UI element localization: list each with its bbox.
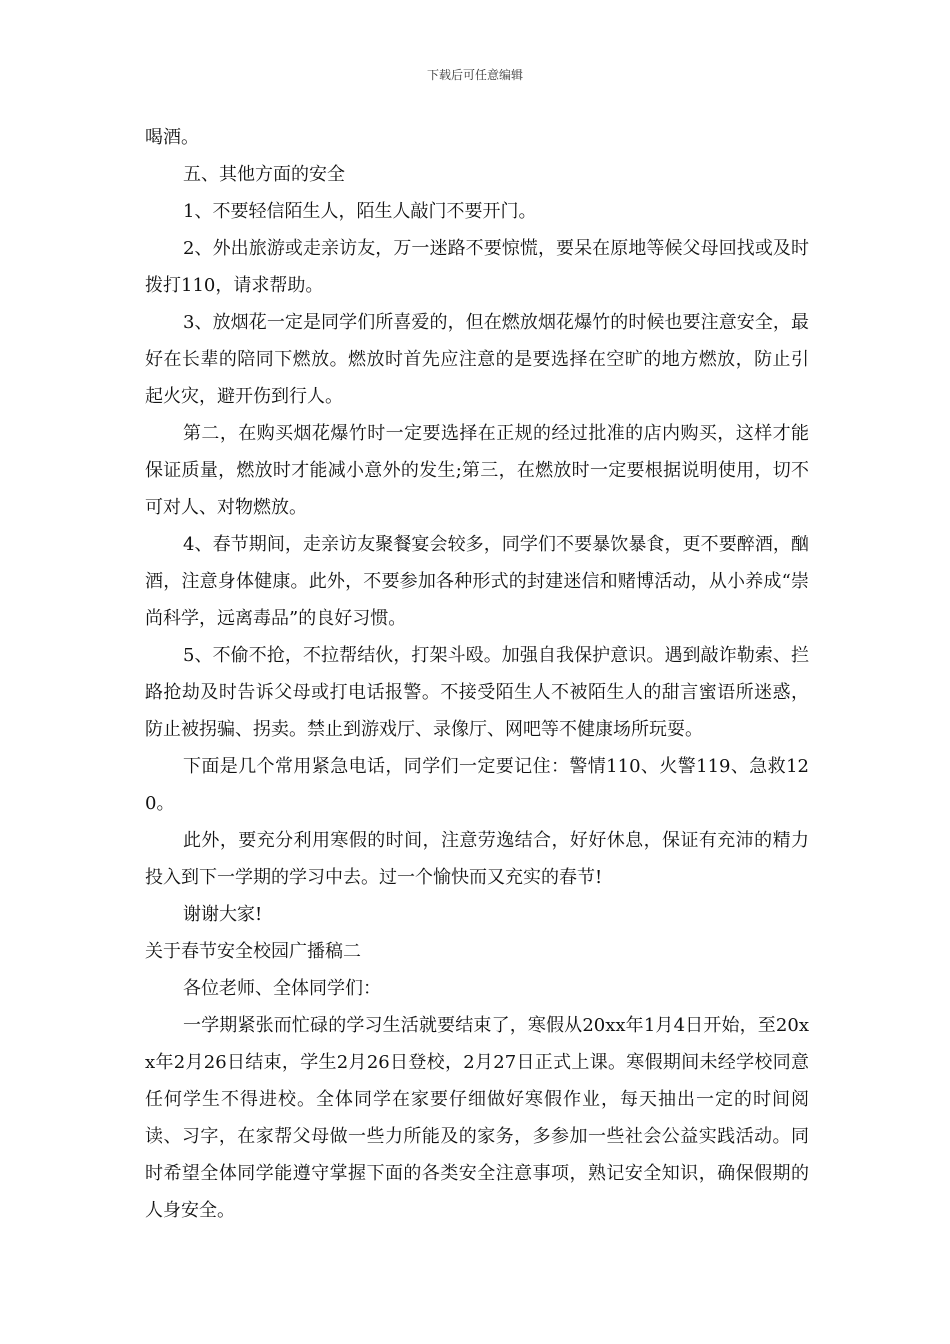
section-heading-other-safety: 五、其他方面的安全	[183, 164, 345, 185]
paragraph-item-1: 1、不要轻信陌生人，陌生人敲门不要开门。	[183, 201, 537, 222]
paragraph-item-4: 4、春节期间，走亲访友聚餐宴会较多，同学们不要暴饮暴食，更不要醉酒，酗酒，注意身体健康。此外，不要参加各种形式的封建迷信和赌博活动，从小养成“崇尚科学，远离毒品”的良好习惯。	[145, 534, 809, 629]
document-body	[145, 119, 809, 1229]
paragraph-emergency-numbers: 下面是几个常用紧急电话，同学们一定要记住：警情110、火警119、急救120。	[145, 756, 809, 814]
paragraph-salutation: 各位老师、全体同学们：	[183, 978, 381, 999]
document-section-title: 关于春节安全校园广播稿二	[145, 941, 361, 962]
paragraph-item-2: 2、外出旅游或走亲访友，万一迷路不要惊慌，要呆在原地等候父母回找或及时拨打110，请求帮助。	[145, 238, 809, 296]
paragraph-drinking-end: 喝酒。	[145, 127, 199, 148]
paragraph-winter-break: 一学期紧张而忙碌的学习生活就要结束了，寒假从20xx年1月4日开始，至20xx年2月26日结束，学生2月26日登校，2月27日正式上课。寒假期间未经学校同意任何学生不得进校。全体同学在家要仔细做好寒假作业，每天抽出一定的时间阅读、习字，在家帮父母做一些力所能及的家务，多参加一些社会公益实践活动。同时希望全体同学能遵守掌握下面的各类安全注意事项，熟记安全知识，确保假期的人身安全。	[145, 1015, 809, 1221]
paragraph-item-5: 5、不偷不抢，不拉帮结伙，打架斗殴。加强自我保护意识。遇到敲诈勒索、拦路抢劫及时告诉父母或打电话报警。不接受陌生人不被陌生人的甜言蜜语所迷惑，防止被拐骗、拐卖。禁止到游戏厅、录像厅、网吧等不健康场所玩耍。	[145, 645, 809, 740]
paragraph-thanks: 谢谢大家!	[183, 904, 263, 925]
page-header-note: 下载后可任意编辑	[426, 68, 523, 82]
paragraph-second-third: 第二，在购买烟花爆竹时一定要选择在正规的经过批准的店内购买，这样才能保证质量，燃放时才能减小意外的发生;第三，在燃放时一定要根据说明使用，切不可对人、对物燃放。	[145, 423, 809, 518]
paragraph-item-3: 3、放烟花一定是同学们所喜爱的，但在燃放烟花爆竹的时候也要注意安全，最好在长辈的陪同下燃放。燃放时首先应注意的是要选择在空旷的地方燃放，防止引起火灾，避开伤到行人。	[145, 312, 809, 407]
paragraph-holiday-advice: 此外，要充分利用寒假的时间，注意劳逸结合，好好休息，保证有充沛的精力投入到下一学期的学习中去。过一个愉快而又充实的春节!	[145, 830, 809, 888]
